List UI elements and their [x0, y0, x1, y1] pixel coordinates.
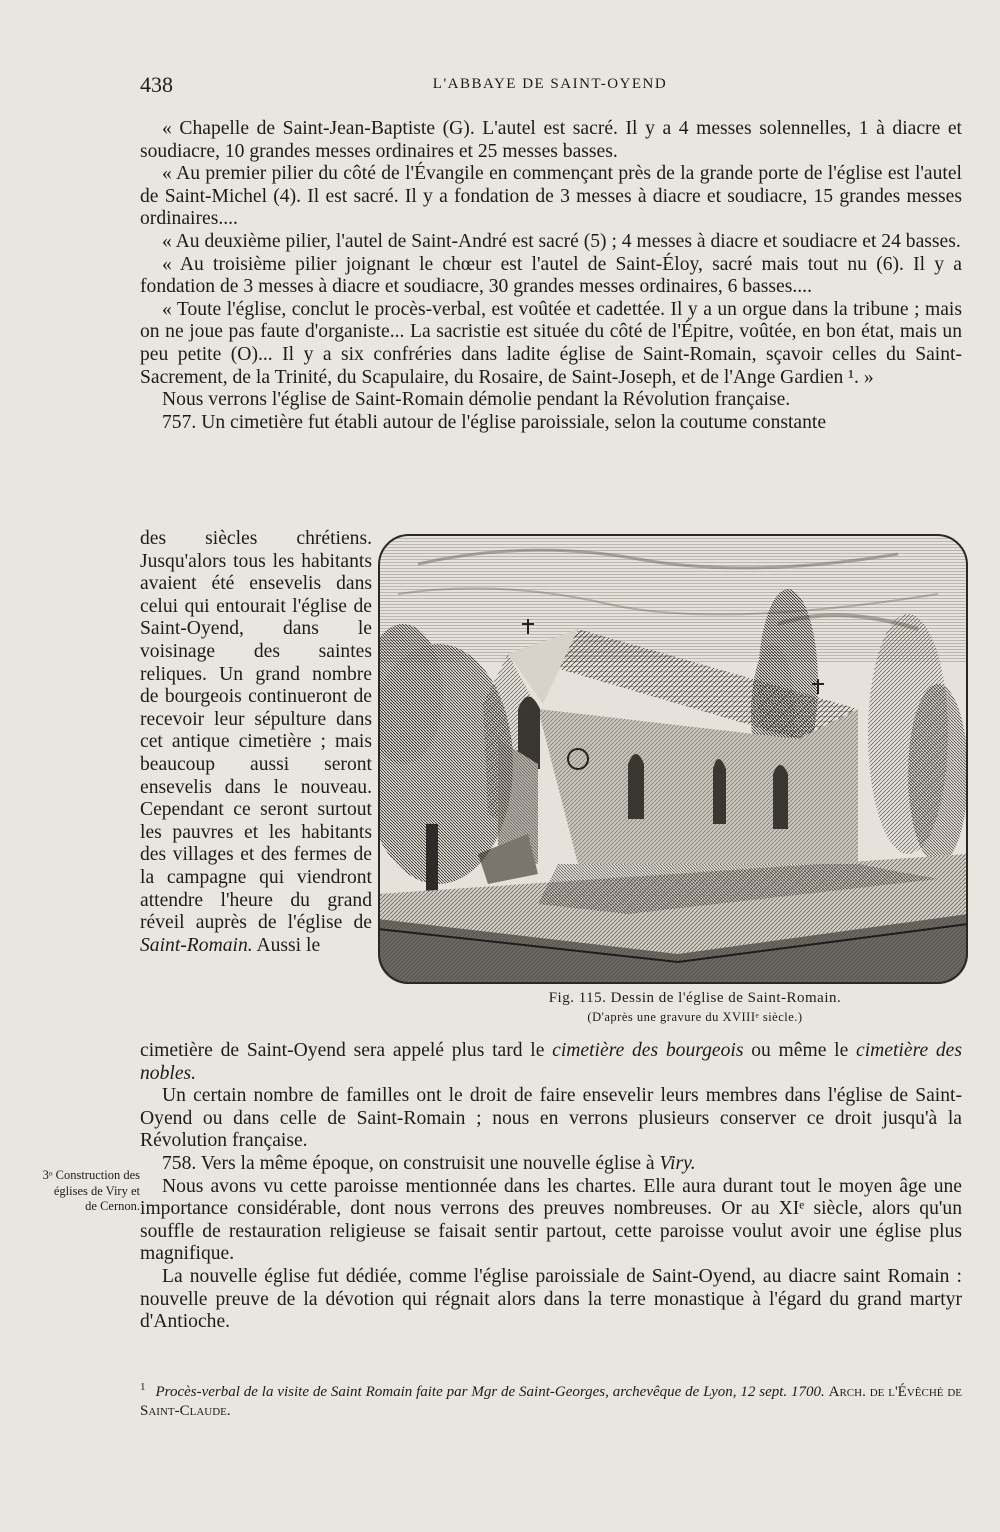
paragraph-familles: Un certain nombre de familles ont le droit de faire ensevelir leurs membres dans l'église de Saint-Oyend ou dans celle de Saint-Romain ; nous en verrons plusieurs conserver ce droit jusqu'à la Révolution française. [140, 1085, 962, 1152]
paragraph-deuxieme-pilier: « Au deuxième pilier, l'autel de Saint-André est sacré (5) ; 4 messes à diacre et soudiacre et 24 basses. [162, 230, 961, 252]
wrapped-italic: Saint-Romain. [140, 934, 253, 956]
paragraph-758-italic: Viry. [659, 1152, 696, 1174]
bottom-text [140, 1040, 962, 1334]
paragraph-chapelle: « Chapelle de Saint-Jean-Baptiste (G). L'autel est sacré. Il y a 4 messes solennelles, 1 à diacre et soudiacre, 10 grandes messes ordinaires et 25 messes basses. [140, 118, 962, 162]
paragraph-758-text: 758. Vers la même époque, on construisit une nouvelle église à [162, 1152, 660, 1174]
page-header [140, 72, 960, 102]
footnote-source: Arch. de l'Évêché de Saint-Claude. [140, 1384, 963, 1419]
wrapped-tail: Aussi le [252, 934, 321, 956]
top-text [140, 118, 962, 434]
continuation-text-1: cimetière de Saint-Oyend sera appelé plus tard le [140, 1040, 553, 1061]
paragraph-revolution: Nous verrons l'église de Saint-Romain démolie pendant la Révolution française. [162, 389, 791, 411]
caption-source: (D'après une gravure du XVIIIᵉ siècle.) [587, 1010, 803, 1024]
paragraph-758 [140, 1153, 962, 1176]
continuation-italic-2: cimetière des nobles. [140, 1040, 963, 1084]
wrapped-text: des siècles chrétiens. Jusqu'alors tous les habitants avaient été ensevelis dans celui qui entourait l'église de Saint-Oyend, dans le voisinage des saintes reliques. Un grand nombre de bourgeois continueront de recevoir leur sépulture dans cet antique cimetière ; mais beaucoup aussi seront ensevelis dans le nouveau. Cependant ce seront surtout les pauvres et les habitants des villages et des fermes de la campagne qui viendront attendre l'heure du grand réveil auprès de l'église de [140, 528, 372, 934]
paragraph-paroisse: Nous avons vu cette paroisse mentionnée dans les chartes. Elle aura durant tout le moyen âge une importance considérable, dont nous verrons des preuves nombreuses. Or au XIᵉ siècle, alors qu'un souffle de restauration religieuse se faisait sentir partout, cette paroisse voulut avoir une église plus magnifique. [140, 1175, 962, 1265]
paragraph-toute-eglise: « Toute l'église, conclut le procès-verbal, est voûtée et cadettée. Il y a un orgue dans la tribune ; mais on ne joue pas faute d'organiste... La sacristie est située du côté de l'Épitre, voûtée, en bon état, mais un peu petite (O)... Il y a six confréries dans ladite église de Saint-Romain, sçavoir celles du Saint-Sacrement, de la Trinité, du Scapulaire, du Rosaire, de Saint-Joseph, et de l'Ange Gardien ¹. » [140, 298, 962, 388]
paragraph-premier-pilier: « Au premier pilier du côté de l'Évangile en commençant près de la grande porte de l'église est l'autel de Saint-Michel (4). Il est sacré. Il y a fondation de 3 messes à diacre et soudiacre, 15 grandes messes ordinaires.... [140, 163, 962, 230]
paragraph-troisieme-pilier: « Au troisième pilier joignant le chœur est l'autel de Saint-Éloy, sacré mais tout nu (6). Il y a fondation de 3 messes à diacre et soudiacre, 30 grandes messes ordinaires, 6 basses.... [140, 253, 962, 298]
paragraph-nouvelle-eglise: La nouvelle église fut dédiée, comme l'église paroissiale de Saint-Oyend, au diacre saint Romain : nouvelle preuve de la dévotion qui régnait alors dans la terre monastique à l'égard du grand martyr d'Antioche. [140, 1265, 962, 1333]
running-title: L'ABBAYE DE SAINT-OYEND [432, 76, 668, 92]
church-illustration [378, 534, 968, 984]
page-number: 438 [140, 72, 173, 97]
caption-title: Fig. 115. Dessin de l'église de Saint-Romain. [548, 990, 842, 1006]
wrapped-text-column [140, 528, 372, 957]
footnote-mark: 1 [140, 1381, 146, 1393]
continuation-text-2: ou même le [743, 1040, 856, 1061]
paragraph-continuation [140, 1040, 962, 1085]
figure-caption [460, 990, 930, 1025]
footnote-text: Procès-verbal de la visite de Saint Romain faite par Mgr de Saint-Georges, archevêque de Lyon, 12 sept. 1700. [155, 1384, 825, 1400]
footnote [140, 1378, 962, 1421]
continuation-italic-1: cimetière des bourgeois [552, 1040, 744, 1061]
church-engraving [378, 534, 968, 984]
paragraph-757: 757. Un cimetière fut établi autour de l'église paroissiale, selon la coutume constante [162, 411, 827, 433]
margin-note: 3ᵒ Construction des églises de Viry et de Cernon. [42, 1168, 140, 1213]
